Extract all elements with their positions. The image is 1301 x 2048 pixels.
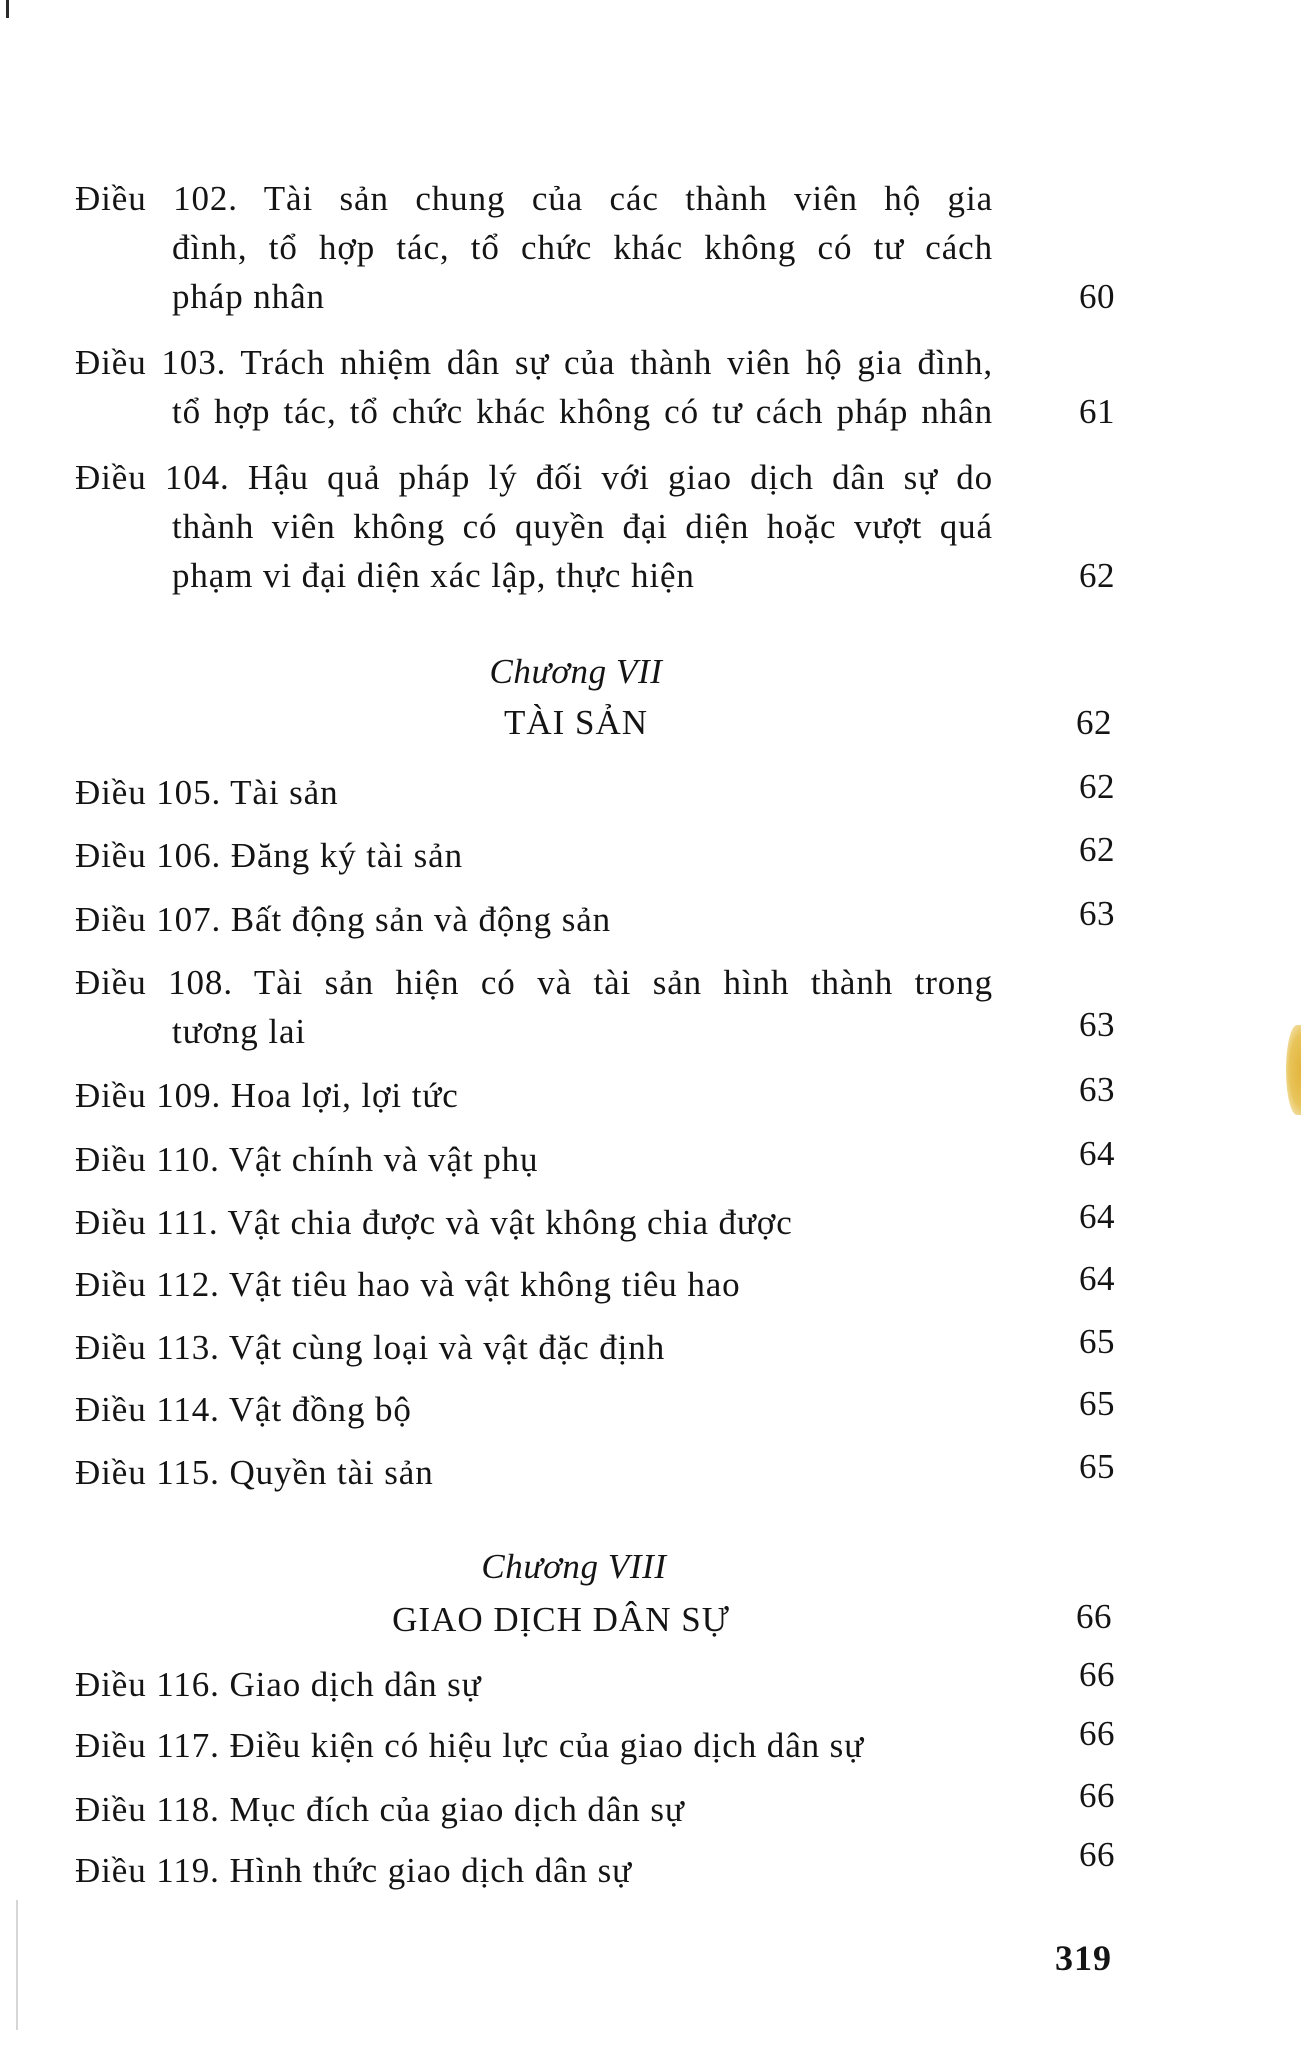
toc-entry-115: [75, 1448, 1115, 1497]
toc-entry-118: [75, 1776, 1115, 1834]
page-number: 64: [1079, 1259, 1115, 1298]
toc-entry-text: thành viên không có quyền đại diện hoặc vượt quá: [172, 507, 993, 546]
toc-entry-text: Điều 104. Hậu quả pháp lý đối với giao dịch dân sự do: [75, 458, 993, 497]
chapter-page-number: 66: [1076, 1597, 1112, 1636]
page-number: 63: [1079, 1005, 1115, 1044]
toc-entry-text: Điều 108. Tài sản hiện có và tài sản hình thành trong: [75, 963, 993, 1002]
toc-entry-text: tổ hợp tác, tổ chức khác không có tư cách pháp nhân: [172, 392, 993, 431]
page-number: 64: [1079, 1197, 1115, 1236]
toc-entry-text: Điều 106. Đăng ký tài sản: [75, 836, 463, 875]
toc-entry-text: Điều 105. Tài sản: [75, 773, 339, 812]
toc-entry-107: [75, 895, 1115, 944]
page-number: 66: [1079, 1776, 1115, 1815]
chapter-label: Chương VIII: [481, 1547, 667, 1586]
toc-entry-text: Điều 107. Bất động sản và động sản: [75, 900, 612, 939]
toc-entry-111: [75, 1198, 1115, 1247]
toc-entry-110: [75, 1135, 1115, 1184]
toc-entry-text: Điều 115. Quyền tài sản: [75, 1453, 434, 1492]
chapter-title: GIAO DỊCH DÂN SỰ: [392, 1600, 730, 1639]
page-number: 66: [1079, 1655, 1115, 1694]
toc-entry-117: [75, 1714, 1115, 1770]
toc-entry-text: Điều 116. Giao dịch dân sự: [75, 1665, 482, 1704]
page-number: 66: [1079, 1835, 1115, 1874]
toc-entry-105: [75, 768, 1115, 817]
toc-entry-103: [75, 338, 1115, 436]
toc-entry-text: phạm vi đại diện xác lập, thực hiện: [172, 556, 695, 595]
page-number: 65: [1079, 1384, 1115, 1423]
toc-entry-text: Điều 103. Trách nhiệm dân sự của thành viên hộ gia đình,: [75, 343, 993, 382]
page-number: 64: [1079, 1134, 1115, 1173]
chapter-label: Chương VII: [489, 652, 663, 691]
page-edge-line: [16, 1900, 18, 2030]
toc-entry-113: [75, 1323, 1115, 1372]
toc-entry-text: pháp nhân: [172, 277, 325, 316]
chapter-title: TÀI SẢN: [503, 703, 649, 742]
page-number: 66: [1079, 1714, 1115, 1753]
toc-entry-106: [75, 831, 1115, 880]
page-number: 62: [1079, 767, 1115, 806]
page-number: 65: [1079, 1322, 1115, 1361]
toc-entry-116: [75, 1655, 1115, 1709]
toc-entry-text: Điều 102. Tài sản chung của các thành viên hộ gia: [75, 179, 993, 218]
toc-entry-104: [75, 453, 1115, 600]
toc-entry-108: [75, 958, 1115, 1056]
toc-entry-text: Điều 114. Vật đồng bộ: [75, 1390, 412, 1429]
toc-entry-102: [75, 174, 1115, 321]
toc-entry-109: [75, 1071, 1115, 1120]
toc-entry-text: Điều 118. Mục đích của giao dịch dân sự: [75, 1790, 685, 1829]
toc-entry-text: Điều 109. Hoa lợi, lợi tức: [75, 1076, 459, 1115]
toc-entry-text: tương lai: [172, 1012, 307, 1051]
yellow-stain: [1286, 1025, 1301, 1115]
page-number: 63: [1079, 1070, 1115, 1109]
toc-entry-text: đình, tổ hợp tác, tổ chức khác không có tư cách: [172, 228, 993, 267]
toc-entry-112: [75, 1260, 1115, 1309]
page-number: 60: [1079, 277, 1115, 316]
page-number: 65: [1079, 1447, 1115, 1486]
toc-entry-text: Điều 110. Vật chính và vật phụ: [75, 1140, 539, 1179]
toc-entry-119: [75, 1835, 1115, 1895]
toc-entry-text: Điều 112. Vật tiêu hao và vật không tiêu hao: [75, 1265, 741, 1304]
toc-entry-text: Điều 117. Điều kiện có hiệu lực của giao dịch dân sự: [75, 1726, 865, 1765]
page-number: 63: [1079, 894, 1115, 933]
toc-entry-114: [75, 1385, 1115, 1434]
page-number: 61: [1079, 392, 1115, 431]
toc-entry-text: Điều 111. Vật chia được và vật không chia được: [75, 1203, 793, 1242]
page-number: 62: [1079, 556, 1115, 595]
toc-entry-text: Điều 119. Hình thức giao dịch dân sự: [75, 1851, 633, 1890]
page-number: 62: [1079, 830, 1115, 869]
page-edge-shadow: [6, 0, 9, 18]
folio-page-number: 319: [1055, 1938, 1112, 1978]
toc-entry-text: Điều 113. Vật cùng loại và vật đặc định: [75, 1328, 666, 1367]
chapter-page-number: 62: [1076, 703, 1112, 742]
